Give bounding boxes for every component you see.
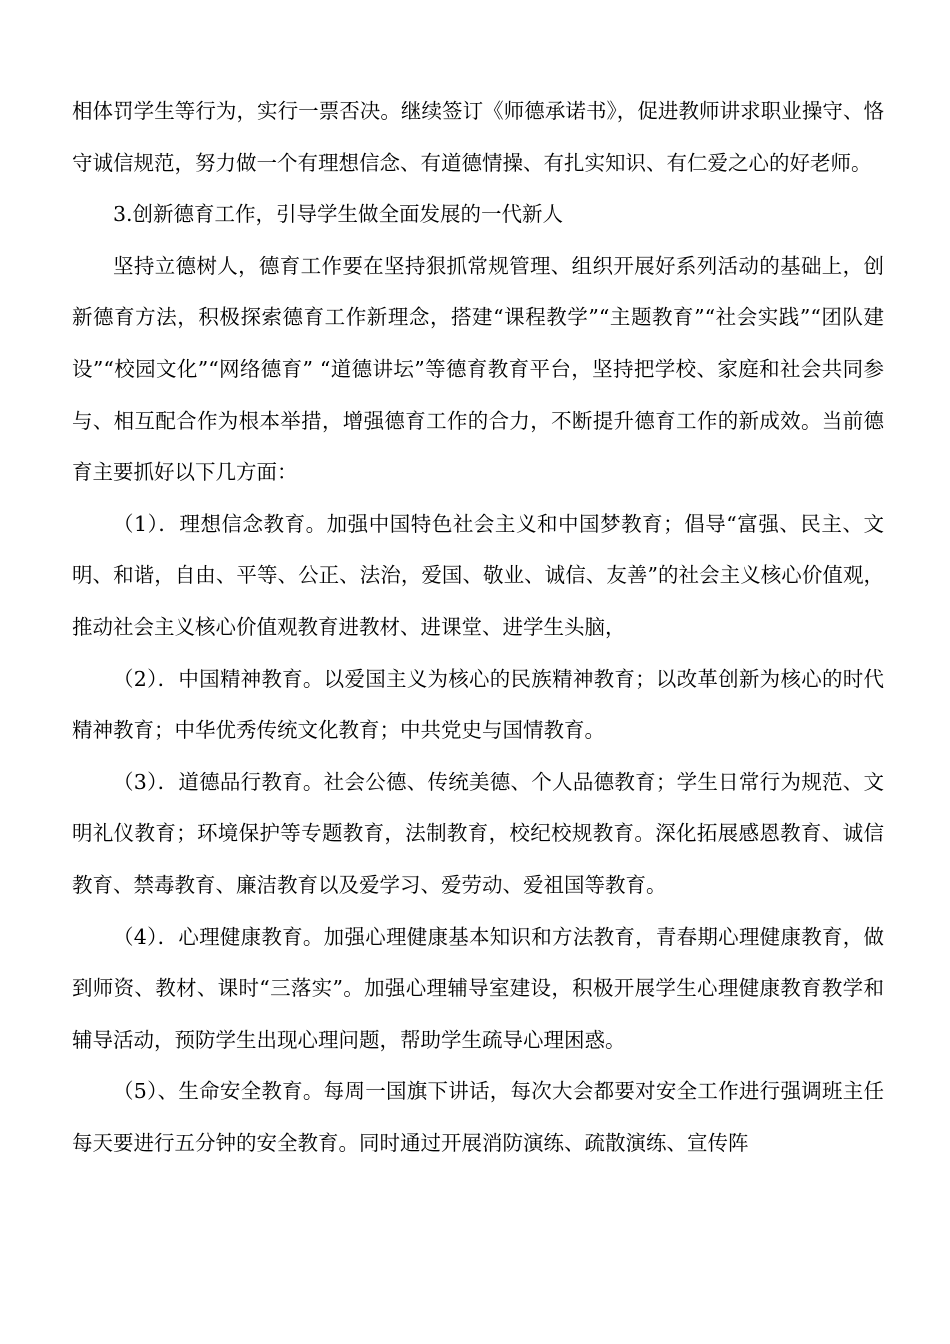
paragraph-item-2: （2）．中国精神教育。以爱国主义为核心的民族精神教育；以改革创新为核心的时代精神教育；中华优秀传统文化教育；中共党史与国情教育。: [72, 666, 884, 743]
paragraph-item-3: （3）．道德品行教育。社会公德、传统美德、个人品德教育；学生日常行为规范、文明礼仪教育；环境保护等专题教育，法制教育，校纪校规教育。深化拓展感恩教育、诚信教育、禁毒教育、廉洁教育以及爱学习、爱劳动、爱祖国等教育。: [72, 769, 884, 897]
section-heading: 3.创新德育工作，引导学生做全面发展的一代新人: [113, 202, 564, 227]
paragraph-item-4: （4）．心理健康教育。加强心理健康基本知识和方法教育，青春期心理健康教育，做到师资、教材、课时“三落实”。加强心理辅导室建设，积极开展学生心理健康教育教学和辅导活动，预防学生出现心理问题，帮助学生疏导心理困惑。: [72, 924, 884, 1052]
paragraph-item-1: （1）．理想信念教育。加强中国特色社会主义和中国梦教育；倡导“富强、民主、文明、和谐，自由、平等、公正、法治，爱国、敬业、诚信、友善”的社会主义核心价值观，推动社会主义核心价值观教育进教材、进课堂、进学生头脑，: [72, 511, 884, 639]
document-body: [72, 86, 884, 1169]
paragraph-intro: 坚持立德树人，德育工作要在坚持狠抓常规管理、组织开展好系列活动的基础上，创新德育方法，积极探索德育工作新理念，搭建“课程教学”“主题教育”“社会实践”“团队建设”“校园文化”“网络德育” “道德讲坛”等德育教育平台，坚持把学校、家庭和社会共同参与、相互配合作为根本举措，增强德育工作的合力，不断提升德育工作的新成效。当前德育主要抓好以下几方面：: [72, 253, 884, 485]
paragraph-continuation: 相体罚学生等行为，实行一票否决。继续签订《师德承诺书》，促进教师讲求职业操守、恪守诚信规范，努力做一个有理想信念、有道德情操、有扎实知识、有仁爱之心的好老师。: [72, 99, 884, 175]
paragraph-item-5: （5）、生命安全教育。每周一国旗下讲话，每次大会都要对安全工作进行强调班主任每天要进行五分钟的安全教育。同时通过开展消防演练、疏散演练、宣传阵: [72, 1079, 884, 1155]
